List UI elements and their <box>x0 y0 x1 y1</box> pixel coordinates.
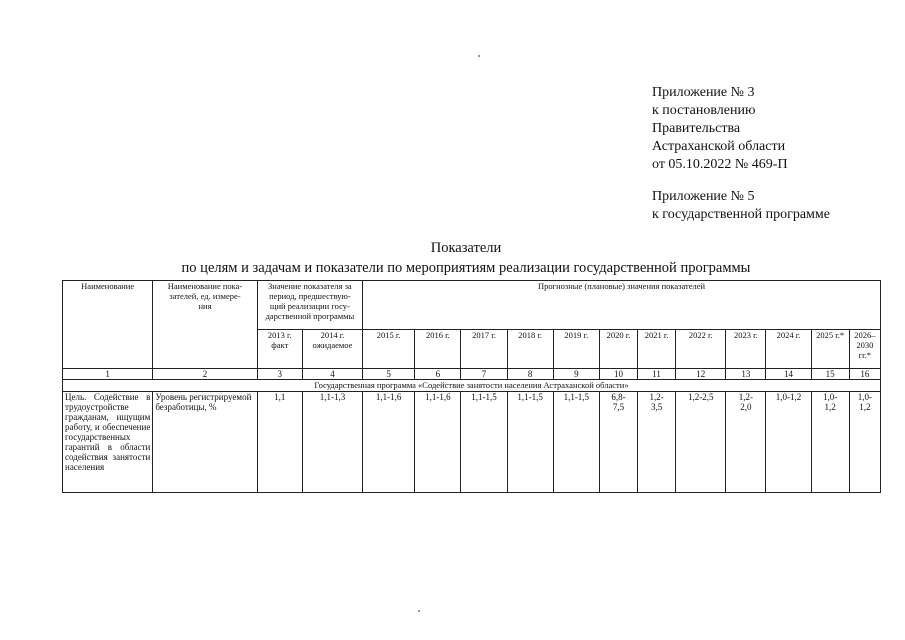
goal-cell: Цель. Содействие в трудоустройстве гражданам, ищущим работу, и обеспечение государственных гарантий в области содействия занятости населения <box>63 392 153 493</box>
column-number: 16 <box>849 369 880 380</box>
column-number: 1 <box>63 369 153 380</box>
appendix-line: к государственной программе <box>652 207 830 222</box>
value-cell: 6,8- 7,5 <box>599 392 637 493</box>
value-cell: 1,2- 3,5 <box>638 392 676 493</box>
value-cell: 1,1-1,3 <box>302 392 362 493</box>
value-cell: 1,1-1,6 <box>415 392 461 493</box>
header-period-value: Значение показателя за период, предшествую- щий реализации госу- дарственной программы <box>257 281 362 330</box>
appendix-line: Приложение № 5 <box>652 189 755 204</box>
year-header: 2017 г. <box>461 330 507 369</box>
value-cell: 1,2- 2,0 <box>726 392 766 493</box>
table-row <box>63 392 881 493</box>
program-row <box>63 380 881 392</box>
header-indicator: Наименование пока- зателей, ед. измере- ния <box>153 281 257 369</box>
value-cell: 1,1 <box>257 392 302 493</box>
year-header: 2015 г. <box>363 330 415 369</box>
value-cell: 1,2-2,5 <box>676 392 726 493</box>
header-forecast: Прогнозные (плановые) значения показателей <box>363 281 881 330</box>
column-number: 11 <box>638 369 676 380</box>
column-number: 2 <box>153 369 257 380</box>
year-header: 2023 г. <box>726 330 766 369</box>
year-header: 2022 г. <box>676 330 726 369</box>
header-row <box>63 281 881 330</box>
appendix-line: Правительства <box>652 121 741 136</box>
year-header: 2020 г. <box>599 330 637 369</box>
document-subtitle: по целям и задачам и показатели по мероприятиям реализации государственной программы <box>181 260 751 276</box>
value-cell: 1,1-1,5 <box>507 392 553 493</box>
value-cell: 1,1-1,5 <box>553 392 599 493</box>
appendix-spacer <box>652 174 830 188</box>
year-header: 2019 г. <box>553 330 599 369</box>
year-header: 2016 г. <box>415 330 461 369</box>
column-number: 7 <box>461 369 507 380</box>
year-header: 2021 г. <box>638 330 676 369</box>
appendix-line: Астраханской области <box>652 139 786 154</box>
value-cell: 1,1-1,6 <box>363 392 415 493</box>
column-number: 3 <box>257 369 302 380</box>
column-number: 10 <box>599 369 637 380</box>
scan-speck <box>418 610 420 612</box>
column-number: 12 <box>676 369 726 380</box>
header-name: Наименование <box>63 281 153 369</box>
indicator-cell: Уровень регистрируемой безработицы, % <box>153 392 257 493</box>
column-number: 13 <box>726 369 766 380</box>
indicators-table <box>62 280 881 493</box>
value-cell: 1,1-1,5 <box>461 392 507 493</box>
year-header: 2026– 2030 гг.* <box>849 330 880 369</box>
column-number: 4 <box>302 369 362 380</box>
value-cell: 1,0- 1,2 <box>849 392 880 493</box>
appendix-block <box>652 84 830 224</box>
year-header: 2013 г. факт <box>257 330 302 369</box>
column-number: 15 <box>811 369 849 380</box>
year-header: 2018 г. <box>507 330 553 369</box>
scan-speck <box>478 55 480 57</box>
document-title: Показатели <box>430 240 502 256</box>
column-number: 5 <box>363 369 415 380</box>
value-cell: 1,0-1,2 <box>766 392 811 493</box>
year-header: 2025 г.* <box>811 330 849 369</box>
appendix-line: от 05.10.2022 № 469-П <box>652 157 788 172</box>
column-number: 8 <box>507 369 553 380</box>
column-number-row <box>63 369 881 380</box>
appendix-line: к постановлению <box>652 103 756 118</box>
column-number: 6 <box>415 369 461 380</box>
program-title: Государственная программа «Содействие занятости населения Астраханской области» <box>63 380 881 392</box>
year-header: 2024 г. <box>766 330 811 369</box>
year-header: 2014 г. ожидаемое <box>302 330 362 369</box>
value-cell: 1,0- 1,2 <box>811 392 849 493</box>
column-number: 14 <box>766 369 811 380</box>
column-number: 9 <box>553 369 599 380</box>
appendix-line: Приложение № 3 <box>652 85 755 100</box>
